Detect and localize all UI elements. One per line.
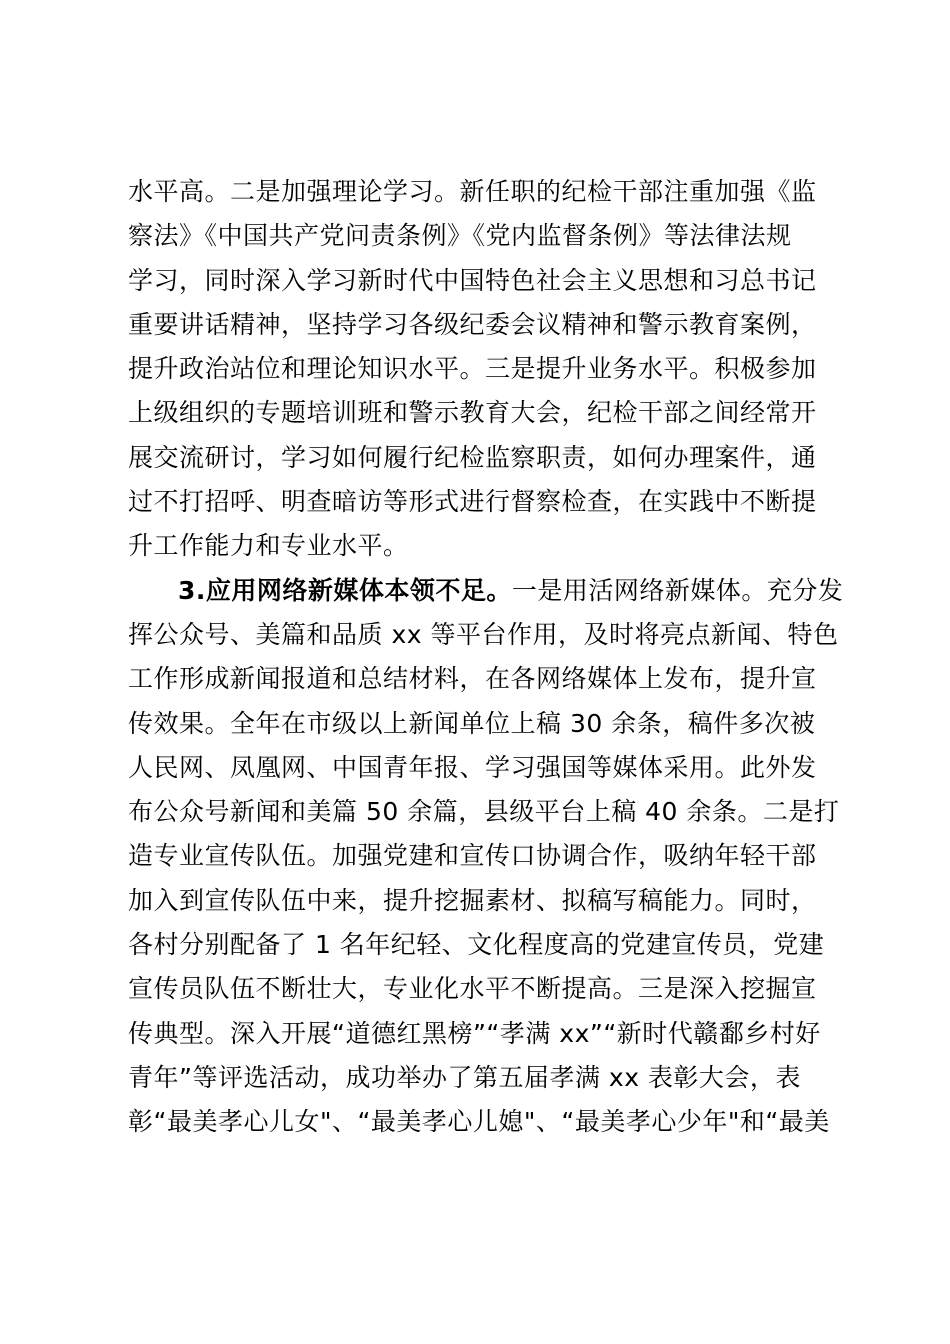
paragraph-line: 过不打招呼、明查暗访等形式进行督察检查，在实践中不断提 <box>128 487 817 517</box>
paragraph-line: 重要讲话精神，坚持学习各级纪委会议精神和警示教育案例， <box>128 309 817 339</box>
paragraph-line: 宣传员队伍不断壮大，专业化水平不断提高。三是深入挖掘宣 <box>128 974 817 1004</box>
paragraph-line: 青年”等评选活动，成功举办了第五届孝满 xx 表彰大会，表 <box>128 1062 801 1092</box>
section-heading-line <box>128 569 844 613</box>
paragraph-line: 造专业宣传队伍。加强党建和宣传口协调合作，吸纳年轻干部 <box>128 841 817 871</box>
paragraph-line: 学习，同时深入学习新时代中国特色社会主义思想和习总书记 <box>128 265 817 295</box>
paragraph-line: 工作形成新闻报道和总结材料，在各网络媒体上发布，提升宣 <box>128 664 817 694</box>
paragraph-line: 传典型。深入开展“道德红黑榜”“孝满 xx”“新时代赣鄱乡村好 <box>128 1018 821 1048</box>
paragraph-line: 察法》《中国共产党问责条例》《党内监督条例》等法律法规 <box>128 221 792 251</box>
section-heading: 3.应用网络新媒体本领不足。 <box>178 575 512 605</box>
paragraph-line: 加入到宣传队伍中来，提升挖掘素材、拟稿写稿能力。同时， <box>128 885 817 915</box>
body-text <box>128 170 844 1145</box>
paragraph-line: 提升政治站位和理论知识水平。三是提升业务水平。积极参加 <box>128 354 817 384</box>
paragraph-line: 布公众号新闻和美篇 50 余篇，县级平台上稿 40 余条。二是打 <box>128 797 840 827</box>
paragraph-line: 展交流研讨，学习如何履行纪检监察职责，如何办理案件，通 <box>128 442 817 472</box>
paragraph-line: 水平高。二是加强理论学习。新任职的纪检干部注重加强《监 <box>128 177 817 206</box>
paragraph-line: 升工作能力和专业水平。 <box>128 531 409 561</box>
section-heading-continuation: 一是用活网络新媒体。充分发 <box>511 575 844 605</box>
paragraph-line: 上级组织的专题培训班和警示教育大会，纪检干部之间经常开 <box>128 398 817 428</box>
paragraph-line: 各村分别配备了 1 名年纪轻、文化程度高的党建宣传员，党建 <box>128 930 825 960</box>
paragraph-line: 传效果。全年在市级以上新闻单位上稿 30 余条，稿件多次被 <box>128 708 816 738</box>
paragraph-line: 彰“最美孝心儿女"、“最美孝心儿媳"、“最美孝心少年"和“最美 <box>128 1107 830 1137</box>
paragraph-line: 人民网、凤凰网、中国青年报、学习强国等媒体采用。此外发 <box>128 752 817 782</box>
paragraph-line: 挥公众号、美篇和品质 xx 等平台作用，及时将亮点新闻、特色 <box>128 619 839 649</box>
